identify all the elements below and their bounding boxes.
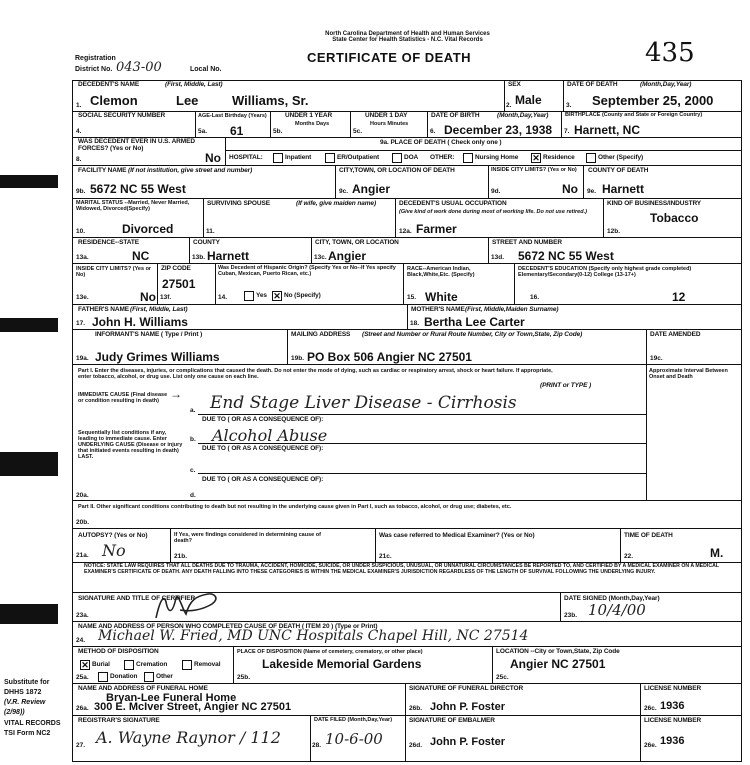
item-number: 13e. [76,294,89,301]
first-name: Clemon [90,93,138,108]
director-value: John P. Foster [430,701,505,713]
interval-label: Approximate Interval Between Onset and Death [649,368,728,381]
hint: (Give kind of work done during most of working life. Do not use retired.) [399,209,587,215]
sex-label: SEX [508,81,521,88]
redaction-bar [0,604,58,624]
hint: (If not institution, give street and number) [128,167,253,174]
date-filed-value: 10-6-00 [325,730,383,748]
notice-text: NOTICE: STATE LAW REQUIRES THAT ALL DEATHS DUE TO TRAUMA, ACCIDENT, HOMICIDE, SUICIDE, OR UNDER SUSPICIOUS, UNUSUAL, OR UNNATURAL CIRCUMSTANCES BE REPORTED TO, AND CERTIFIED BY A MEDICAL EXAMINER ON A MEDICAL EXAMINER'S CERTIFICATE OF DEATH. ANY DEATH FALLING INTO THESE CATEGORIES IS WITHIN THE MEDICAL EXAMINER'S JURISDICTION REGARDLESS OF THE LENGTH OF SURVIVAL FOLLOWING THE UNDERLYING INJURY. [84,563,719,575]
cause-b-value: Alcohol Abuse [212,426,328,445]
other-label: OTHER: [430,154,455,161]
item-number: 12b. [607,228,621,235]
item-number: a. [190,407,196,414]
item-number: 20a. [76,492,89,499]
decedent-name-label: DECEDENT'S NAME [78,81,140,88]
form-info: Substitute for DHHS 1872 (V.R. Review (2/98)) VITAL RECORDS TSI Form NC2 [4,679,61,737]
item-number: 5c. [353,128,363,135]
residence-label: Residence [543,154,575,161]
removal-label: Removal [194,661,221,668]
hispanic-label: Was Decedent of Hispanic Origin? (Specify Yes or No--If Yes specify Cuban, Mexican, Puerto Rican, etc.) [218,265,396,278]
item-number: 4. [76,128,82,135]
item-number: 18. [410,320,420,327]
street-value: 5672 NC 55 West [518,249,614,263]
part2-instructions: Part II. Other significant conditions contributing to death but not resulting in the underlying cause given in Part I, such as tobacco, alcohol, or drug use; diabetes, etc. [78,504,512,510]
item-number: 13d. [491,254,505,261]
item-number: 21c. [379,553,392,560]
item-number: 20b. [76,519,90,526]
yes-label: Yes [256,292,267,299]
hint: Months Days [295,121,330,127]
due-to-label: DUE TO ( OR AS A CONSEQUENCE OF): [202,445,324,452]
inside-city-value: No [562,182,578,196]
doa-label: DOA [404,154,419,161]
hispanic-no-checkbox-checked[interactable]: ✕ [273,291,281,301]
registration-label: Registration [75,55,116,62]
removal-checkbox[interactable] [182,660,192,670]
item-number: 26b. [409,705,423,712]
zip-value: 27501 [162,277,196,291]
item-number: 10. [76,228,86,235]
sequential-label: Sequentially list conditions if any, leading to immediate cause. Enter UNDERLYING CAUSE (Disease or injury that initiated events resulting in death) LAST. [78,430,183,461]
city-of-death-value: Angier [352,182,391,196]
item-number: 21b. [174,553,188,560]
location-value: Angier NC 27501 [510,657,606,671]
mailing-value: PO Box 506 Angier NC 27501 [307,350,472,364]
facility-label: FACILITY NAME [78,167,127,174]
mother-value: Bertha Lee Carter [424,315,525,329]
item-number: 19b. [291,355,305,362]
item-number: 13a. [76,254,89,261]
mother-label: MOTHER'S NAME [411,306,465,313]
item-number: 7. [564,128,570,135]
middle-name: Lee [176,93,199,108]
cremation-label: Cremation [136,661,168,668]
cause-a-value: End Stage Liver Disease - Cirrhosis [210,393,517,413]
zip-label: ZIP CODE [161,265,191,272]
hint: (First, Middle, Last) [165,81,223,88]
business-value: Tobacco [650,211,699,225]
certifier-signature [150,590,225,622]
license-value: 1936 [660,735,685,747]
item-number: 26c. [644,705,657,712]
item-number: 17. [76,320,86,327]
time-suffix: M. [710,546,724,560]
state-value: NC [132,249,150,263]
item-number: 1. [76,102,82,109]
doa-checkbox[interactable] [392,153,402,163]
funeral-home-address: 300 E. McIver Street, Angier NC 27501 [94,701,292,713]
agency-header: North Carolina Department of Health and Human Services State Center for Health Statistics - N.C. Vital Records [325,31,490,43]
hint: Hours Minutes [370,121,409,127]
redaction-bar [0,452,58,476]
hint: (If wife, give maiden name) [296,200,377,207]
item-number: 6. [430,128,436,135]
dob-label: DATE OF BIRTH [431,112,480,119]
district-number: 043-00 [116,60,162,75]
item-number: 3. [566,102,572,109]
item-number: 15. [407,294,417,301]
license-value: 1936 [660,700,685,712]
item-number: 5b. [273,128,283,135]
item-number: 27. [76,742,86,749]
item-number: 12a. [399,228,412,235]
marital-value: Divorced [122,222,174,236]
residence-checkbox-checked[interactable]: ✕ [532,153,540,163]
director-label: SIGNATURE OF FUNERAL DIRECTOR [409,685,524,692]
item-number: 21a. [76,552,89,559]
last-name: Williams, Sr. [232,93,309,108]
education-value: 12 [672,290,686,304]
other-specify-checkbox[interactable] [586,153,596,163]
informant-label: INFORMANT'S NAME ( Type / Print ) [95,331,203,338]
inside-city-label: INSIDE CITY LIMITS? (Yes or No) [491,167,577,173]
item-number: 9d. [491,188,501,195]
street-label: STREET AND NUMBER [492,239,562,246]
autopsy-value: No [102,541,126,560]
date-of-death-label: DATE OF DEATH [567,81,618,88]
birthplace-value: Harnett, NC [574,123,641,137]
certifier-name-label: NAME AND ADDRESS OF PERSON WHO COMPLETED CAUSE OF DEATH ( ITEM 20 ) (Type or Print) [78,623,378,630]
armed-forces-label: WAS DECEDENT EVER IN U.S. ARMED FORCES? (Yes or No) [78,138,195,152]
item-number: c. [190,467,196,474]
hint: (Month,Day,Year) [497,112,549,119]
due-to-label: DUE TO ( OR AS A CONSEQUENCE OF): [202,476,324,483]
inside-city2-label: INSIDE CITY LIMITS? (Yes or No) [76,266,152,279]
under-year-label: UNDER 1 YEAR [285,112,333,119]
autopsy-label: AUTOPSY? (Yes or No) [78,532,148,539]
county-of-death-label: COUNTY OF DEATH [588,167,649,174]
date-signed-value: 10/4/00 [588,601,646,619]
business-label: KIND OF BUSINESS/INDUSTRY [607,200,702,207]
other-disposition-label: Other [156,673,173,680]
item-number: 22. [624,553,634,560]
item-number: 25a. [76,674,89,681]
license-label: LICENSE NUMBER [644,685,702,692]
spouse-label: SURVIVING SPOUSE [207,200,270,207]
location-label: LOCATION --City or Town,State, Zip Code [496,648,620,655]
other-specify-label: Other (Specify) [598,154,644,161]
residence-state-label: RESIDENCE--STATE [78,239,139,246]
item-number: 28. [312,742,322,749]
place-disposition-value: Lakeside Memorial Gardens [262,657,422,671]
redaction-bar [0,175,58,188]
redaction-bar [0,318,58,332]
county-label: COUNTY [193,239,220,246]
race-value: White [425,290,458,304]
marital-label: MARITAL STATUS --Married, Never Married, Widowed, Divorced(Specify) [76,200,190,213]
mailing-label: MAILING ADDRESS [291,331,351,338]
print-type-label: (PRINT or TYPE ) [540,382,592,389]
county-value: Harnett [207,249,250,263]
item-number: 26d. [409,742,423,749]
form-title: CERTIFICATE OF DEATH [307,50,472,65]
cremation-checkbox[interactable] [124,660,134,670]
arrow-icon: → [170,387,182,401]
item-number: 13f. [160,294,172,301]
er-outpatient-label: ER/Outpatient [337,154,380,161]
city-of-death-label: CITY,TOWN, OR LOCATION OF DEATH [339,167,455,174]
nursing-home-label: Nursing Home [475,154,519,161]
item-number: 26e. [644,742,657,749]
item-number: 9b. [76,188,86,195]
age-value: 61 [230,124,244,138]
burial-label: Burial [92,661,110,668]
disposition-label: METHOD OF DISPOSITION [78,648,159,655]
other-disposition-checkbox[interactable] [144,672,154,682]
inside-city2-value: No [140,290,156,304]
city-label: CITY, TOWN, OR LOCATION [315,239,399,246]
registrar-label: REGISTRAR'S SIGNATURE [78,717,160,724]
occupation-label: DECEDENT'S USUAL OCCUPATION [399,200,507,207]
race-label: RACE--American Indian, Black,White,Etc. (Specify) [407,266,475,279]
item-number: 19a. [76,355,89,362]
item-number: 25b. [237,674,251,681]
education-label: DECEDENT'S EDUCATION (Specify only highest grade completed) Elementary/Secondary(0-12) College (13-17+) [518,266,692,279]
hospital-label: HOSPITAL: [229,154,263,161]
item-number: 5a. [198,128,208,135]
inpatient-checkbox[interactable] [273,153,283,163]
funeral-home-name: Bryan-Lee Funeral Home [106,692,237,704]
local-label: Local No. [190,66,222,73]
county-of-death-value: Harnett [602,182,645,196]
item-number: 2. [506,102,512,109]
donation-checkbox[interactable] [98,672,108,682]
inpatient-label: Inpatient [285,154,312,161]
item-number: 14. [218,294,228,301]
item-number: 24. [76,637,86,644]
registrar-value: A. Wayne Raynor / 112 [96,728,281,747]
item-number: 19c. [650,355,663,362]
nursing-home-checkbox[interactable] [463,153,473,163]
age-label: AGE-Last Birthday (Years) [198,113,267,119]
item-number: 23a. [76,612,89,619]
part1-instructions: Part I. Enter the diseases, injuries, or complications that caused the death. Do not enter the mode of dying, such as cardiac or respiratory arrest, shock or heart failure. If appropriate, enter tobacco, alcohol, or drug use. List only one cause on each line. [78,368,553,381]
due-to-label: DUE TO ( OR AS A CONSEQUENCE OF): [202,416,324,423]
item-number: 8. [76,156,82,163]
informant-value: Judy Grimes Williams [95,350,220,364]
item-number: 25c. [496,674,509,681]
burial-checkbox-checked[interactable]: ✕ [81,660,89,670]
immediate-cause-label: IMMEDIATE CAUSE (Final disease or condition resulting in death) [78,392,168,405]
place-of-death-label: 9a. PLACE OF DEATH ( Check only one ) [380,139,502,146]
signature-label: SIGNATURE AND TITLE OF CERTIFIER [78,595,196,602]
armed-forces-value: No [205,151,221,165]
occupation-value: Farmer [416,222,457,236]
ssn-label: SOCIAL SECURITY NUMBER [78,112,166,119]
item-number: 16. [530,294,540,301]
hint: (Street and Number or Rural Route Number, City or Town,State, Zip Code) [362,331,583,338]
no-specify-label: No (Specify) [284,292,321,299]
sex-value: Male [515,93,542,107]
date-signed-label: DATE SIGNED (Month,Day,Year) [564,595,660,602]
dob-value: December 23, 1938 [444,123,553,137]
license-label: LICENSE NUMBER [644,717,702,724]
item-number: 26a. [76,705,89,712]
father-label: FATHER'S NAME [78,306,130,313]
district-label: District No. [75,66,113,73]
item-number: 13b. [192,254,206,261]
hint: (First, Middle, Last) [130,306,188,313]
father-value: John H. Williams [92,315,188,329]
hispanic-yes-checkbox[interactable] [244,291,254,301]
item-number: 23b. [564,612,578,619]
time-of-death-label: TIME OF DEATH [624,532,673,539]
donation-label: Donation [110,673,138,680]
item-number: 9e. [587,188,597,195]
hint: (Month,Day,Year) [640,81,692,88]
er-outpatient-checkbox[interactable] [325,153,335,163]
item-number: 9c. [339,188,349,195]
certifier-value: Michael W. Fried, MD UNC Hospitals Chapel Hill, NC 27514 [98,628,529,644]
item-number: b. [190,436,196,443]
place-disposition-label: PLACE OF DISPOSITION (Name of cemetery, crematory, or other place) [237,649,423,655]
date-amended-label: DATE AMENDED [650,331,701,338]
item-number: 11. [206,228,215,235]
birthplace-label: BIRTHPLACE (County and State or Foreign Country) [565,112,703,118]
item-number: 13c. [314,254,327,261]
certificate-number: 435 [645,38,695,68]
findings-label: If Yes, were findings considered in determining cause of death? [174,532,321,545]
embalmer-label: SIGNATURE OF EMBALMER [409,717,495,724]
medical-examiner-label: Was case referred to Medical Examiner? (Yes or No) [379,532,535,539]
embalmer-value: John P. Foster [430,736,505,748]
city-value: Angier [328,249,367,263]
date-filed-label: DATE FILED (Month,Day,Year) [314,717,393,723]
hint: (First, Middle,Maiden Surname) [465,306,559,313]
item-number: d. [190,492,196,499]
under-day-label: UNDER 1 DAY [365,112,408,119]
funeral-home-label: NAME AND ADDRESS OF FUNERAL HOME [78,685,208,692]
facility-value: 5672 NC 55 West [90,182,186,196]
date-of-death-value: September 25, 2000 [592,93,714,108]
